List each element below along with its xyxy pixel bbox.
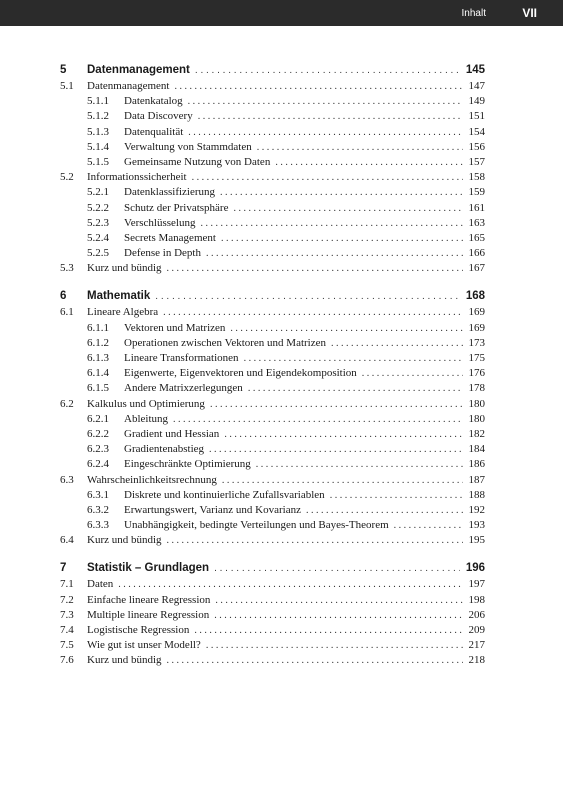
toc-section-row[interactable]: [60, 623, 485, 638]
toc-leader-dots: [155, 288, 460, 305]
toc-entry-page: 218: [468, 654, 485, 667]
toc-entry-number: 5.2.4: [87, 231, 109, 244]
toc-entry-title: Operationen zwischen Vektoren und Matrizen: [124, 336, 327, 349]
toc-entry-title: Datenklassifizierung: [124, 186, 216, 199]
toc-entry-title: Kurz und bündig: [87, 262, 162, 275]
toc-entry-page: 169: [468, 306, 485, 319]
toc-entry-page: 168: [465, 290, 485, 303]
toc-leader-dots: [394, 518, 463, 533]
toc-entry-number: 5.1: [60, 80, 74, 92]
toc-leader-dots: [257, 140, 463, 155]
chapter-spacer: [60, 276, 485, 288]
toc-entry-page: 186: [468, 458, 485, 471]
toc-entry-page: 180: [468, 412, 485, 425]
toc-subsection-row[interactable]: [60, 412, 485, 427]
toc-section-row[interactable]: [60, 397, 485, 412]
toc-leader-dots: [222, 473, 463, 488]
toc-entry-number: 5.2: [60, 171, 74, 184]
toc-entry-number: 5: [60, 64, 67, 76]
header-section-label: Inhalt: [461, 8, 486, 19]
toc-entry-title: Datenqualität: [124, 125, 184, 138]
toc-leader-dots: [221, 231, 463, 246]
toc-entry-number: 6.3: [60, 473, 74, 486]
toc-leader-dots: [206, 638, 463, 653]
toc-leader-dots: [224, 427, 462, 442]
toc-entry-title: Ableitung: [124, 412, 168, 425]
toc-entry-page: 151: [468, 110, 485, 123]
toc-entry-title: Kurz und bündig: [87, 534, 162, 547]
toc-entry-title: Logistische Regression: [87, 624, 190, 636]
toc-entry-title: Secrets Management: [124, 231, 216, 244]
toc-subsection-row[interactable]: [60, 201, 485, 216]
toc-entry-title: Verschlüsselung: [124, 216, 196, 229]
toc-entry-title: Erwartungswert, Varianz und Kovarianz: [124, 503, 301, 516]
toc-subsection-row[interactable]: [60, 321, 485, 336]
toc-leader-dots: [198, 109, 463, 124]
toc-entry-number: 7: [60, 562, 67, 575]
toc-leader-dots: [210, 397, 463, 412]
toc-entry-number: 6.1.5: [87, 382, 109, 395]
toc-entry-number: 6.2.3: [87, 443, 109, 456]
toc-entry-number: 6.4: [60, 534, 74, 547]
toc-entry-page: 182: [468, 427, 485, 440]
toc-leader-dots: [275, 155, 462, 170]
toc-entry-title: Daten: [87, 578, 114, 591]
toc-leader-dots: [194, 623, 462, 638]
toc-entry-title: Wie gut ist unser Modell?: [87, 639, 201, 652]
toc-entry-title: Lineare Transformationen: [124, 352, 239, 364]
toc-subsection-row[interactable]: [60, 336, 485, 351]
toc-leader-dots: [206, 246, 463, 261]
toc-entry-number: 5.1.2: [87, 110, 109, 123]
toc-leader-dots: [331, 336, 462, 351]
toc-entry-title: Schutz der Privatsphäre: [124, 201, 229, 214]
toc-entry-number: 7.6: [60, 654, 74, 667]
toc-leader-dots: [167, 653, 463, 668]
running-header: [0, 0, 563, 26]
toc-entry-number: 5.2.5: [87, 247, 109, 260]
toc-entry-page: 180: [468, 397, 485, 410]
toc-entry-number: 6.1.2: [87, 336, 109, 349]
toc-entry-page: 154: [468, 125, 485, 138]
toc-entry-page: 158: [468, 171, 485, 184]
toc-leader-dots: [173, 412, 463, 427]
toc-entry-number: 5.2.1: [87, 186, 109, 199]
toc-section-row[interactable]: [60, 170, 485, 185]
toc-section-row[interactable]: [60, 653, 485, 668]
toc-entry-page: 149: [468, 95, 485, 108]
toc-entry-number: 6.1.3: [87, 352, 109, 364]
toc-entry-title: Statistik – Grundlagen: [87, 562, 210, 575]
toc-leader-dots: [209, 442, 462, 457]
toc-leader-dots: [214, 560, 460, 577]
toc-leader-dots: [244, 351, 463, 366]
toc-entry-page: 209: [468, 624, 485, 636]
toc-entry-title: Gradient und Hessian: [124, 427, 220, 440]
toc-subsection-row[interactable]: [60, 381, 485, 396]
toc-subsection-row[interactable]: [60, 246, 485, 261]
toc-entry-number: 7.1: [60, 578, 74, 591]
toc-leader-dots: [248, 381, 463, 396]
toc-entry-page: 175: [468, 352, 485, 364]
toc-subsection-row[interactable]: [60, 125, 485, 140]
toc-subsection-row[interactable]: [60, 231, 485, 246]
toc-subsection-row[interactable]: [60, 503, 485, 518]
toc-entry-title: Diskrete und kontinuierliche Zufallsvariablen: [124, 488, 325, 501]
toc-section-row[interactable]: [60, 608, 485, 623]
toc-entry-number: 5.2.3: [87, 216, 109, 229]
toc-subsection-row[interactable]: [60, 94, 485, 109]
toc-chapter-row[interactable]: [60, 288, 485, 305]
toc-entry-title: Einfache lineare Regression: [87, 593, 211, 606]
toc-entry-title: Lineare Algebra: [87, 306, 159, 319]
toc-leader-dots: [220, 185, 462, 200]
toc-subsection-row[interactable]: [60, 140, 485, 155]
toc-entry-title: Verwaltung von Stammdaten: [124, 140, 252, 153]
toc-entry-page: 145: [465, 64, 485, 76]
toc-leader-dots: [230, 321, 462, 336]
toc-entry-title: Wahrscheinlichkeitsrechnung: [87, 473, 217, 486]
toc-section-row[interactable]: [60, 473, 485, 488]
toc-entry-page: 163: [468, 216, 485, 229]
toc-entry-page: 147: [468, 80, 485, 92]
toc-subsection-row[interactable]: [60, 442, 485, 457]
toc-leader-dots: [330, 488, 463, 503]
toc-subsection-row[interactable]: [60, 155, 485, 170]
toc-entry-title: Datenmanagement: [87, 64, 190, 76]
toc-leader-dots: [188, 125, 462, 140]
toc-leader-dots: [256, 457, 463, 472]
toc-entry-page: 196: [465, 562, 485, 575]
toc-subsection-row[interactable]: [60, 216, 485, 231]
toc-leader-dots: [167, 533, 463, 548]
toc-entry-number: 6.2.4: [87, 458, 109, 471]
toc-entry-number: 6.3.3: [87, 519, 109, 532]
toc-entry-title: Eigenwerte, Eigenvektoren und Eigendekomposition: [124, 367, 357, 380]
toc-entry-page: 161: [468, 201, 485, 214]
chapter-spacer: [60, 548, 485, 560]
toc-entry-page: 176: [468, 367, 485, 380]
toc-entry-title: Datenkatalog: [124, 95, 183, 108]
toc-leader-dots: [192, 170, 463, 185]
toc-entry-page: 206: [468, 608, 485, 621]
toc-leader-dots: [163, 305, 462, 320]
toc-entry-title: Informationssicherheit: [87, 171, 187, 184]
toc-entry-page: 187: [468, 473, 485, 486]
toc-entry-page: 195: [468, 534, 485, 547]
toc-entry-number: 5.2.2: [87, 201, 109, 214]
toc-section-row[interactable]: [60, 305, 485, 320]
toc-chapter-row[interactable]: [60, 62, 485, 79]
toc-leader-dots: [306, 503, 463, 518]
toc-entry-title: Multiple lineare Regression: [87, 608, 210, 621]
toc-leader-dots: [233, 201, 462, 216]
toc-entry-title: Unabhängigkeit, bedingte Verteilungen und Bayes-Theorem: [124, 519, 389, 532]
toc-leader-dots: [214, 608, 462, 623]
toc-entry-title: Vektoren und Matrizen: [124, 321, 226, 334]
toc-entry-number: 7.2: [60, 593, 74, 606]
toc-entry-number: 7.5: [60, 639, 74, 652]
toc-entry-number: 5.1.3: [87, 125, 109, 138]
toc-entry-page: 165: [468, 231, 485, 244]
toc-entry-number: 5.3: [60, 262, 74, 275]
header-page-number: VII: [522, 6, 537, 20]
toc-entry-number: 6.1: [60, 306, 74, 319]
toc-entry-page: 184: [468, 443, 485, 456]
toc-entry-title: Mathematik: [87, 290, 151, 303]
toc-entry-title: Kalkulus und Optimierung: [87, 397, 205, 410]
toc-entry-number: 6: [60, 290, 67, 303]
toc-entry-number: 5.1.1: [87, 95, 109, 108]
toc-section-row[interactable]: [60, 593, 485, 608]
toc-entry-page: 173: [468, 336, 485, 349]
toc-entry-page: 169: [468, 321, 485, 334]
table-of-contents: [60, 62, 485, 669]
toc-leader-dots: [188, 94, 463, 109]
toc-entry-title: Datenmanagement: [87, 80, 170, 92]
toc-entry-number: 5.1.5: [87, 155, 109, 168]
toc-entry-title: Kurz und bündig: [87, 654, 162, 667]
toc-entry-page: 217: [468, 639, 485, 652]
toc-leader-dots: [362, 366, 463, 381]
toc-entry-number: 6.3.2: [87, 503, 109, 516]
toc-subsection-row[interactable]: [60, 366, 485, 381]
toc-section-row[interactable]: [60, 533, 485, 548]
toc-entry-title: Gradientenabstieg: [124, 443, 205, 456]
toc-entry-page: 156: [468, 140, 485, 153]
toc-section-row[interactable]: [60, 261, 485, 276]
toc-leader-dots: [167, 261, 463, 276]
toc-entry-page: 197: [468, 578, 485, 591]
toc-entry-title: Andere Matrixzerlegungen: [124, 382, 243, 395]
toc-chapter-row[interactable]: [60, 560, 485, 577]
toc-entry-page: 193: [468, 519, 485, 532]
toc-entry-number: 7.4: [60, 624, 74, 636]
toc-entry-page: 188: [468, 488, 485, 501]
toc-subsection-row[interactable]: [60, 457, 485, 472]
toc-entry-title: Data Discovery: [124, 110, 193, 123]
toc-leader-dots: [215, 593, 462, 608]
toc-section-row[interactable]: [60, 638, 485, 653]
toc-entry-number: 6.2: [60, 397, 74, 410]
toc-entry-page: 192: [468, 503, 485, 516]
toc-entry-number: 6.2.1: [87, 412, 109, 425]
toc-leader-dots: [201, 216, 463, 231]
toc-entry-number: 6.1.1: [87, 321, 109, 334]
toc-subsection-row[interactable]: [60, 488, 485, 503]
toc-entry-page: 157: [468, 155, 485, 168]
toc-entry-title: Gemeinsame Nutzung von Daten: [124, 155, 271, 168]
toc-subsection-row[interactable]: [60, 351, 485, 366]
toc-section-row[interactable]: [60, 577, 485, 592]
toc-leader-dots: [174, 79, 462, 94]
toc-entry-number: 7.3: [60, 608, 74, 621]
toc-entry-number: 6.1.4: [87, 367, 109, 380]
toc-leader-dots: [118, 577, 462, 592]
toc-entry-number: 6.2.2: [87, 427, 109, 440]
toc-entry-page: 167: [468, 262, 485, 275]
toc-section-row[interactable]: [60, 79, 485, 94]
toc-entry-title: Defense in Depth: [124, 247, 201, 260]
toc-entry-number: 5.1.4: [87, 140, 109, 153]
toc-entry-page: 178: [468, 382, 485, 395]
toc-subsection-row[interactable]: [60, 518, 485, 533]
toc-subsection-row[interactable]: [60, 109, 485, 124]
toc-entry-page: 198: [468, 593, 485, 606]
toc-leader-dots: [195, 62, 460, 79]
toc-subsection-row[interactable]: [60, 185, 485, 200]
toc-entry-title: Eingeschränkte Optimierung: [124, 458, 251, 471]
toc-entry-page: 166: [468, 247, 485, 260]
toc-entry-page: 159: [468, 186, 485, 199]
toc-entry-number: 6.3.1: [87, 488, 109, 501]
toc-subsection-row[interactable]: [60, 427, 485, 442]
